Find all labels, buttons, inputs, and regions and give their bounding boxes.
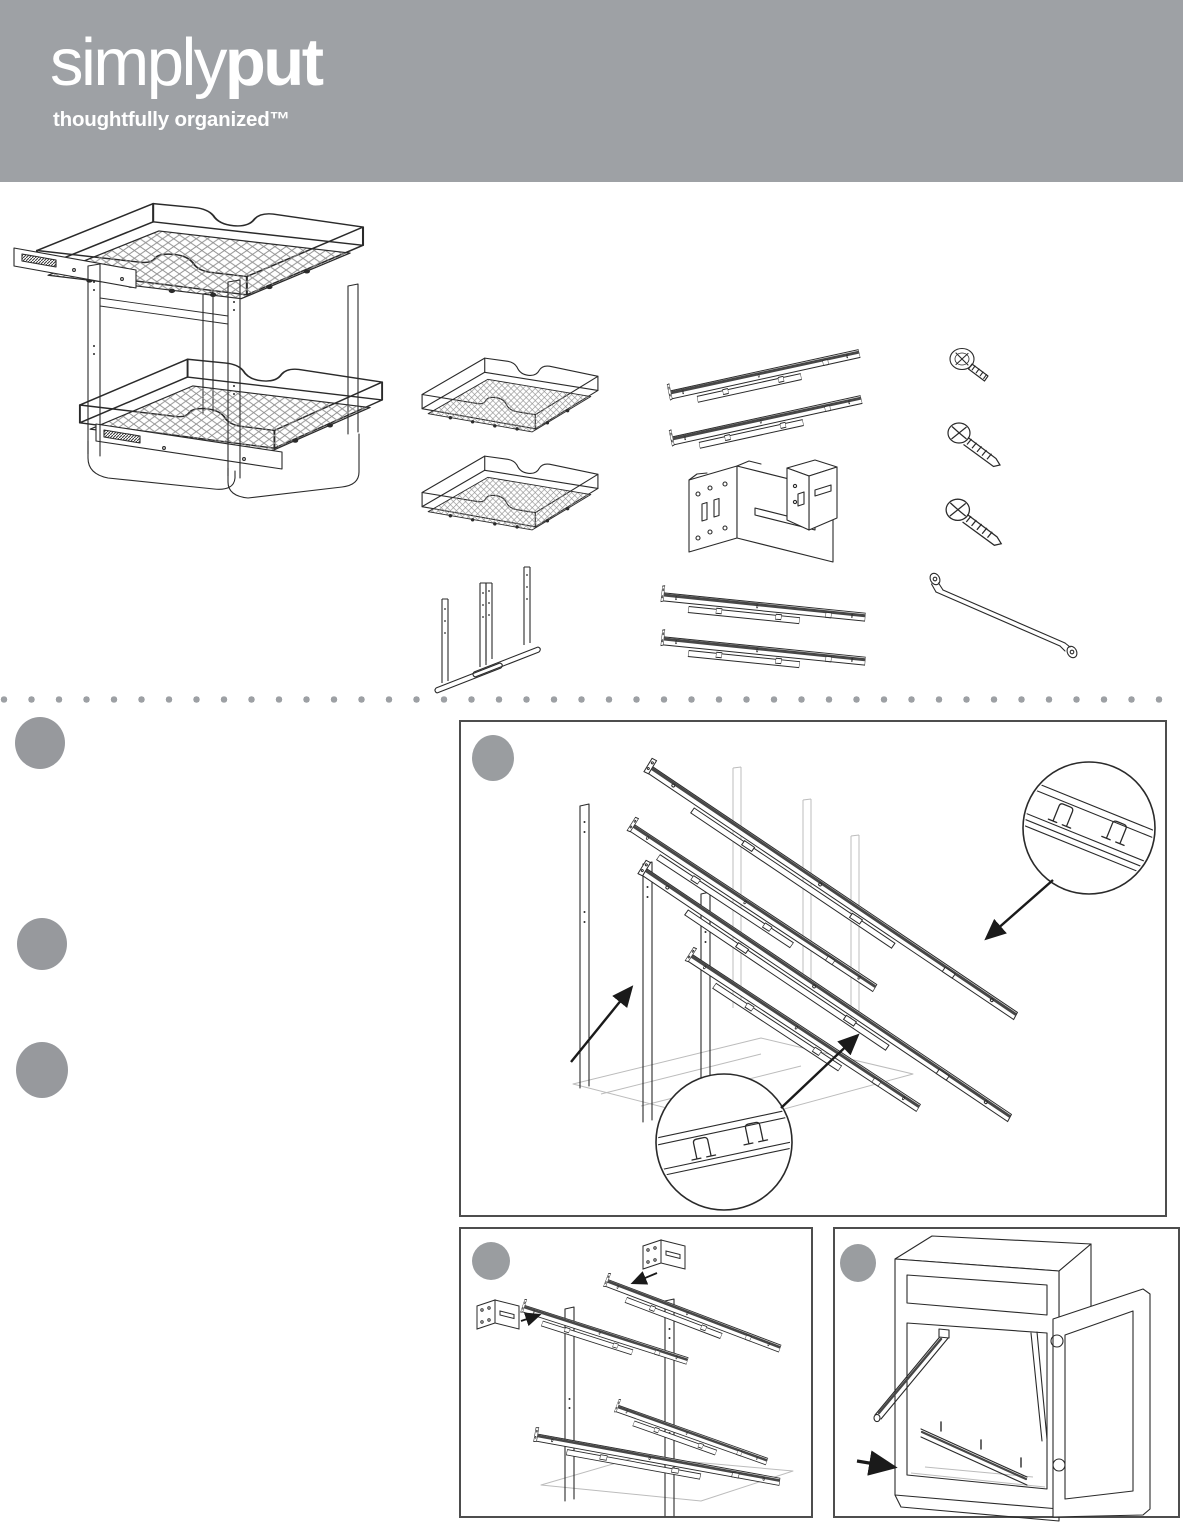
rails-to-frame-assembly-diagram: [461, 722, 1165, 1215]
instruction-box-1: [459, 720, 1167, 1217]
step-marker-1: [15, 717, 65, 769]
slide-rail-pair-lower-part: [661, 577, 879, 677]
flat-head-screw-part: [948, 346, 1000, 390]
dotted-divider: [0, 695, 1183, 704]
bracket-arrow-top: [633, 1273, 657, 1283]
u-frame-pair-part: [428, 561, 546, 695]
callout-arrow-top: [987, 880, 1053, 938]
wood-screw-part-1: [946, 420, 1006, 472]
bracket-arrow-left: [521, 1315, 539, 1321]
instruction-box-2: [459, 1227, 813, 1518]
box-step-marker-1: [472, 735, 514, 781]
assembled-unit-drawing: [14, 186, 394, 502]
instruction-box-3: [833, 1227, 1180, 1518]
brand-logo: [50, 25, 322, 100]
logo-light-part: simply: [50, 25, 225, 100]
bracket-attachment-diagram: [461, 1229, 811, 1516]
step-marker-3: [16, 1042, 68, 1098]
wire-basket-part-1: [414, 346, 606, 443]
step-marker-2: [17, 918, 67, 970]
brand-tagline: thoughtfully organized™: [53, 108, 290, 131]
wire-basket-part-2: [414, 444, 606, 541]
stabilizer-rod-part: [924, 566, 1096, 666]
logo-bold-part: put: [224, 25, 322, 100]
brand-header: [0, 0, 1183, 182]
slide-rail-pair-upper-part: [663, 349, 875, 441]
cabinet-installation-diagram: [835, 1229, 1178, 1516]
box-step-marker-3: [840, 1244, 876, 1282]
box-step-marker-2: [472, 1242, 510, 1280]
mounting-bracket-pair-part: [683, 446, 849, 570]
install-arrow: [857, 1461, 893, 1467]
wood-screw-part-2: [944, 496, 1006, 552]
